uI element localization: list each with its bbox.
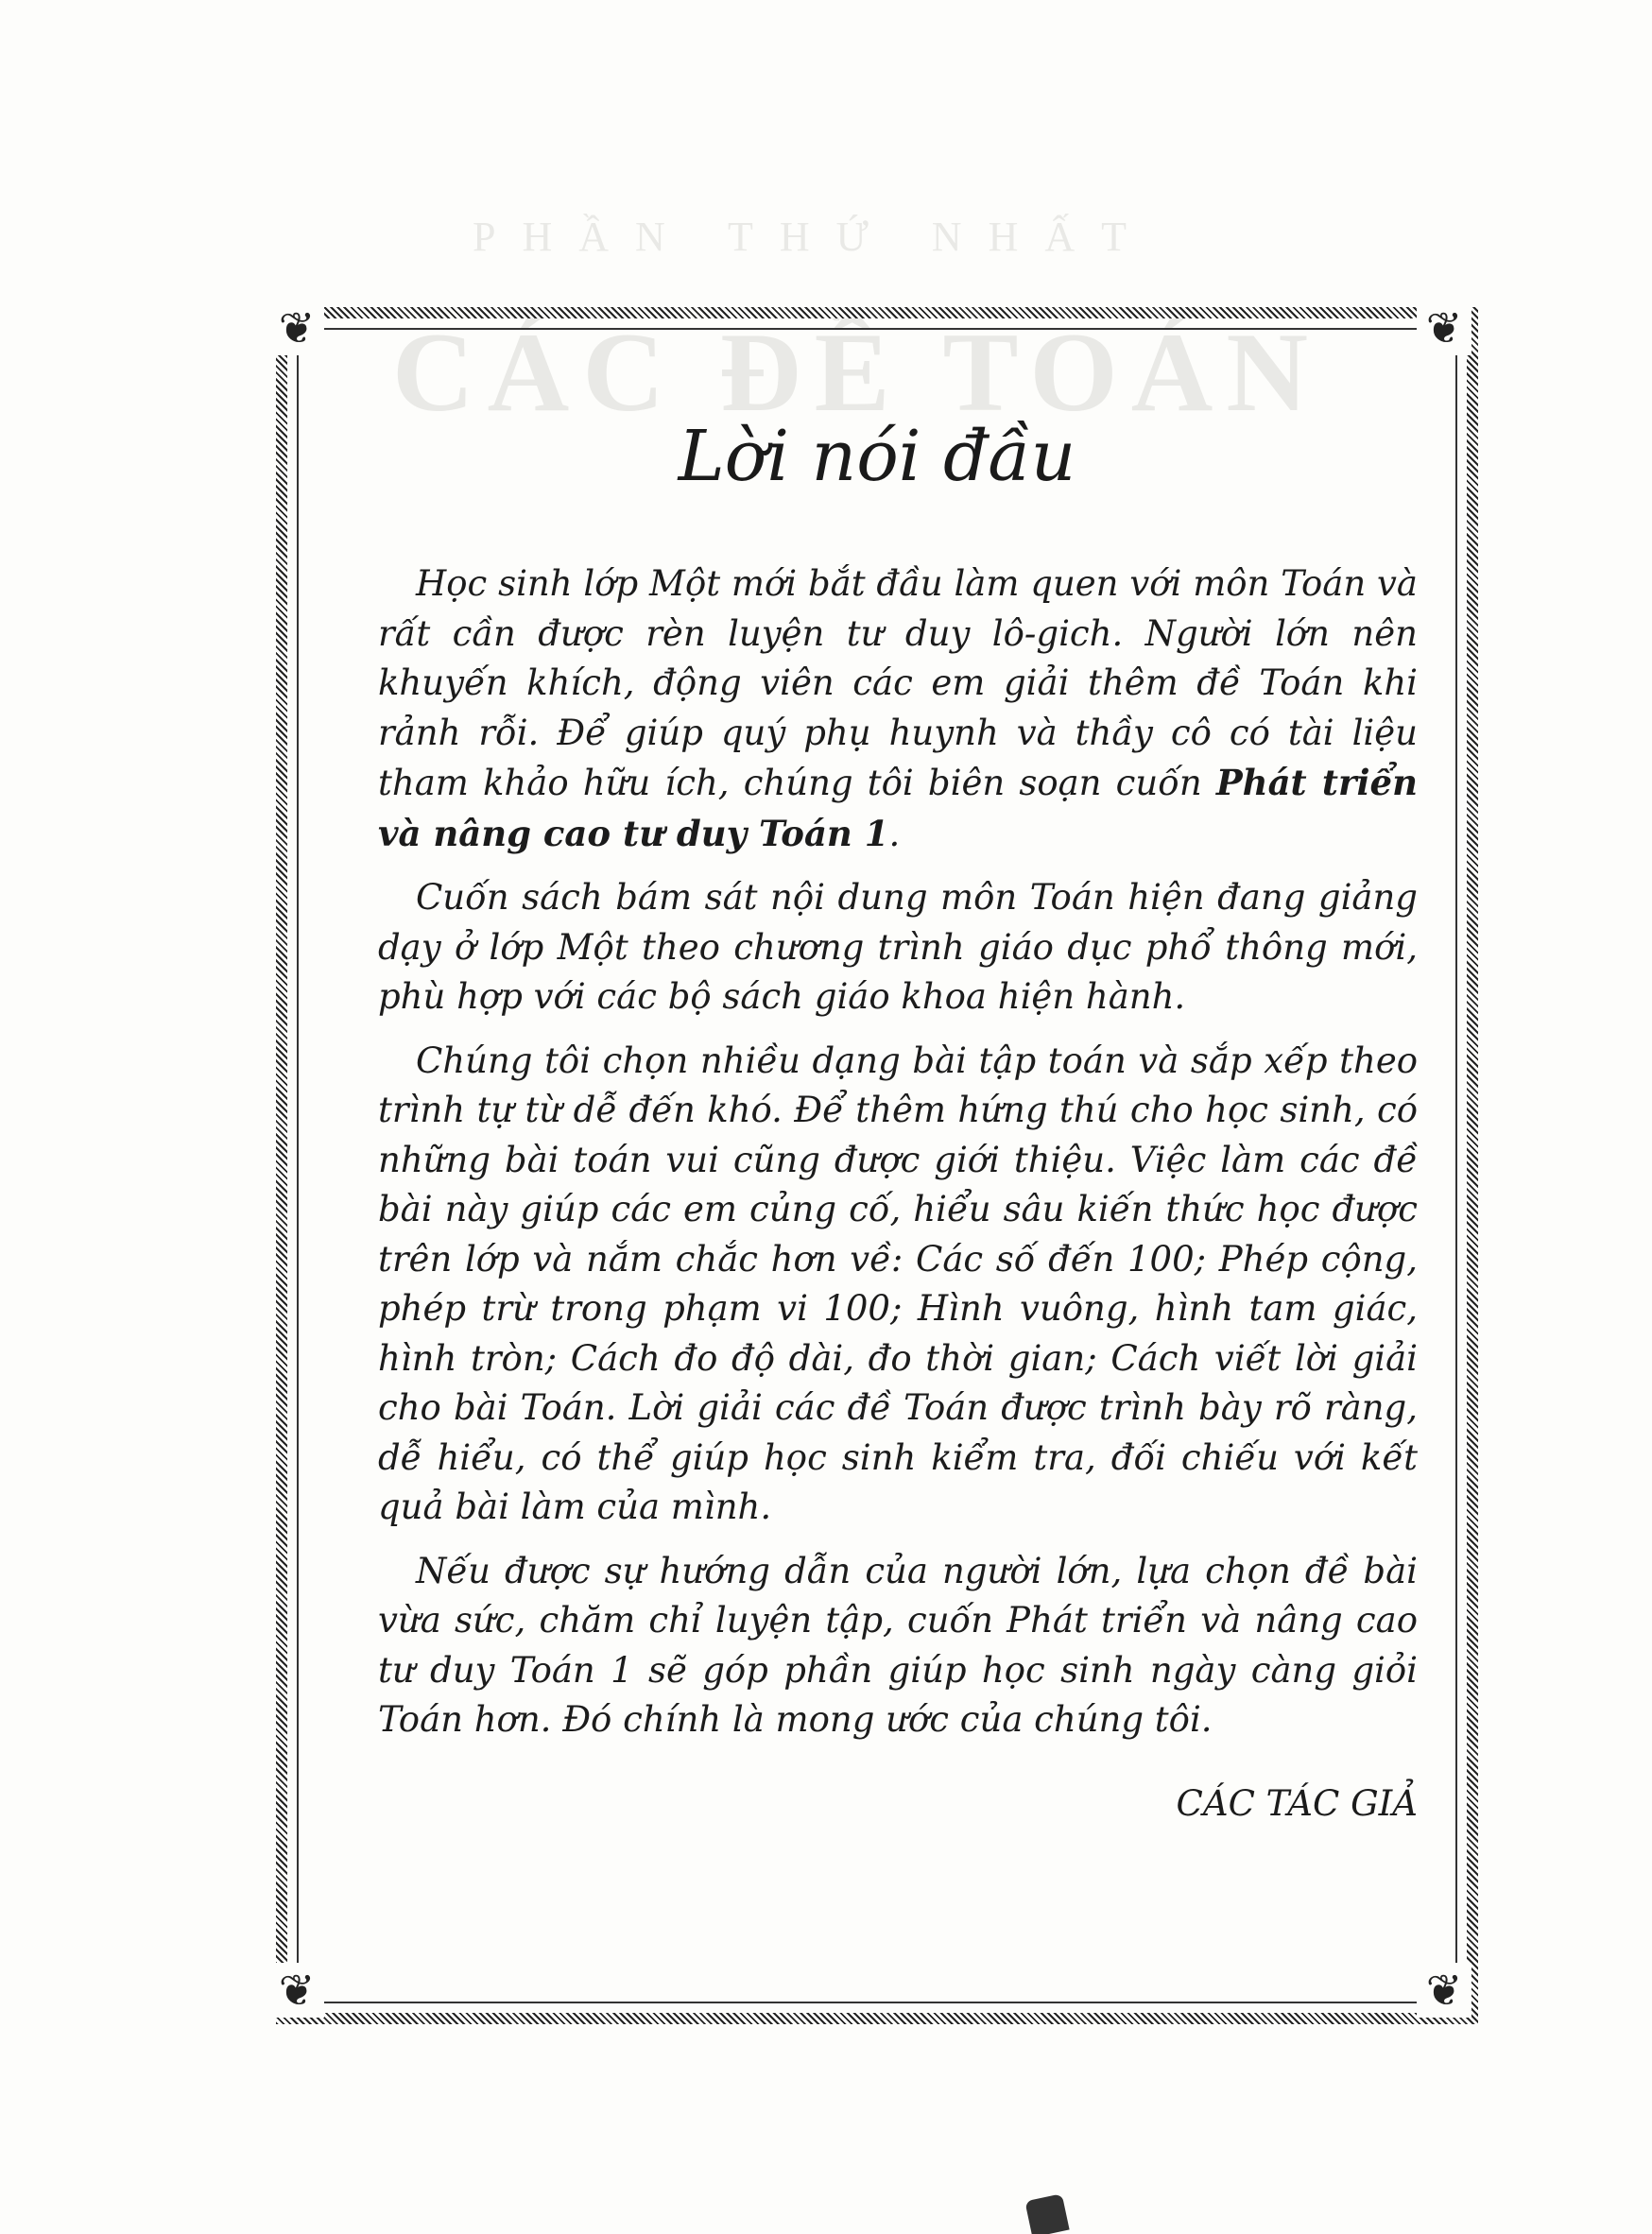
page-title: Lời nói đầu bbox=[678, 416, 1076, 497]
foreword-body bbox=[378, 559, 1418, 1760]
paragraph-1 bbox=[378, 559, 1418, 859]
signature: CÁC TÁC GIẢ bbox=[1176, 1783, 1418, 1824]
paragraph-1-tail: . bbox=[888, 813, 901, 854]
page-edge-mark bbox=[1024, 2193, 1069, 2234]
paragraph-2: Cuốn sách bám sát nội dung môn Toán hiện đang giảng dạy ở lớp Một theo chương trình giáo dục phổ thông mới, phù hợp với các bộ sách giáo khoa hiện hành. bbox=[378, 877, 1418, 1017]
corner-flourish-icon: ❦ bbox=[1417, 301, 1471, 355]
bleed-through-heading: PHẦN THỨ NHẤT bbox=[473, 214, 1153, 260]
paragraph-1-lead: Học sinh lớp Một mới bắt đầu làm quen với môn Toán và rất cần được rèn luyện tư duy lô-gich. Người lớn nên khuyến khích, động viên các em giải thêm đề Toán khi rảnh rỗi. Để giúp quý phụ huynh và thầy cô có tài liệu tham khảo hữu ích, chúng tôi biên soạn cuốn bbox=[378, 563, 1418, 803]
bleed-through-title: CÁC ĐỀ TOÁN bbox=[392, 309, 1322, 435]
book-title: Phát triển và nâng cao tư duy Toán 1 bbox=[378, 762, 1418, 854]
paragraph-4: Nếu được sự hướng dẫn của người lớn, lựa chọn đề bài vừa sức, chăm chỉ luyện tập, cuốn Phát triển và nâng cao tư duy Toán 1 sẽ góp phần giúp học sinh ngày càng giỏi Toán hơn. Đó chính là mong ước của chúng tôi. bbox=[378, 1550, 1418, 1740]
corner-flourish-icon: ❦ bbox=[1417, 1963, 1471, 2018]
corner-flourish-icon: ❦ bbox=[269, 1963, 324, 2018]
corner-flourish-icon: ❦ bbox=[269, 301, 324, 355]
paragraph-3: Chúng tôi chọn nhiều dạng bài tập toán và sắp xếp theo trình tự từ dễ đến khó. Để thêm hứng thú cho học sinh, có những bài toán vui cũng được giới thiệu. Việc làm các đề bài này giúp các em củng cố, hiểu sâu kiến thức học được trên lớp và nắm chắc hơn về: Các số đến 100; Phép cộng, phép trừ trong phạm vi 100; Hình vuông, hình tam giác, hình tròn; Cách đo độ dài, đo thời gian; Cách viết lời giải cho bài Toán. Lời giải các đề Toán được trình bày rõ ràng, dễ hiểu, có thể giúp học sinh kiểm tra, đối chiếu với kết quả bài làm của mình. bbox=[378, 1040, 1418, 1527]
